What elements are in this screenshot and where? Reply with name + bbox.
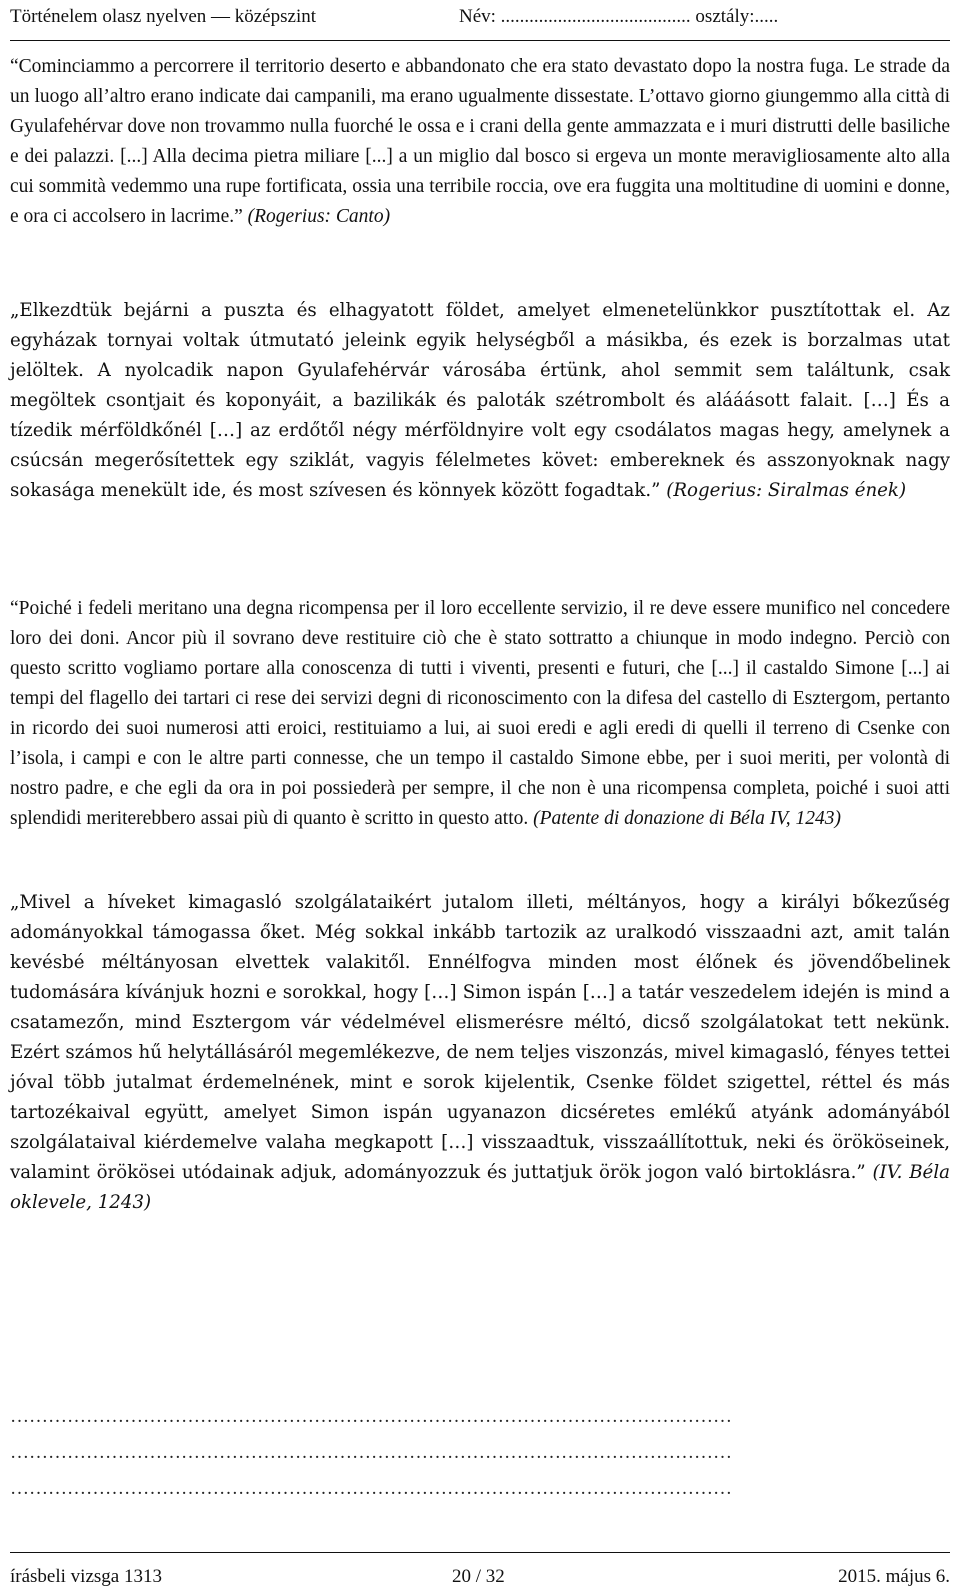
source-1-text: “Cominciammo a percorrere il territorio deserto e abbandonato che era stato devastato dopo la nostra fuga. Le strade da un luogo all’altro erano indicate dai campanili, ma erano ugualmente dissestate. L’ottavo giorno giungemmo alla città di Gyulafehérvar dove non trovammo nulla fuorché le ossa e i crani della gente ammazzata e i muri distrutti delle basiliche e dei palazzi. [...] Alla decima pietra miliare [...] a un miglio dal bosco si ergeva un monte meravigliosamente alto alla cui sommità vedemmo una rupe fortificata, ossia una terribile roccia, ove era fuggita una moltitudine di uomini e donne, e ora ci accolsero in lacrime.”	[10, 56, 950, 227]
page-number: 20 / 32	[452, 1566, 505, 1587]
source-2-citation: (Rogerius: Siralmas ének)	[666, 480, 907, 501]
source-3	[10, 594, 950, 834]
exam-subject-level: Történelem olasz nyelven — középszint	[10, 6, 317, 27]
source-3-citation: (Patente di donazione di Béla IV, 1243)	[533, 808, 841, 829]
header-rule	[10, 40, 950, 41]
source-2-text: „Elkezdtük bejárni a puszta és elhagyatott földet, amelyet elmenetelünkkor pusztítottak el. Az egyházak tornyai voltak útmutató jeleink egyik helységből a másikba, és ezek is borzalmas utat jelöltek. A nyolcadik napon Gyulafehérvár városába értünk, ahol semmit sem találtunk, csak megöltek csontjait és koponyáit, a bazilikák és paloták szétrombolt és alááásott falait. […] És a tízedik mérföldkőnél […] az erdőtől négy mérföldnyire volt egy csodálatos magas hegy, amelynek a csúcsán megerősítettek egy sziklát, vagyis félelmetes követ: embereknek és asszonyoknak nagy sokasága menekült ide, és most szívesen és könnyek között fogadtak.”	[10, 300, 950, 501]
source-1-citation: (Rogerius: Canto)	[247, 206, 391, 227]
exam-code: írásbeli vizsga 1313	[10, 1566, 162, 1587]
footer-rule	[10, 1552, 950, 1553]
source-4-citation: (IV. Béla oklevele, 1243)	[10, 1162, 950, 1213]
source-3-text: “Poiché i fedeli meritano una degna ricompensa per il loro eccellente servizio, il re deve essere munifico nel concedere loro dei doni. Ancor più il sovrano deve restituire ciò che è stato sottratto a chiunque in modo indegno. Perciò con questo scritto vogliamo portare alla conoscenza di tutti i viventi, presenti e futuri, che [...] il castaldo Simone [...] ai tempi del flagello dei tartari ci rese dei servizi degni di riconoscimento con la difesa del castello di Esztergom, pertanto in ricordo dei suoi numerosi atti eroici, restituiamo a lui, ai suoi eredi e agli eredi di quelli il terreno di Csenke con l’isola, i campi e con le altre parti connesse, che un tempo il castaldo Simone ebbe, per i suoi meriti, per volontà di nostro padre, e che egli da ora in poi possiederà per sempre, il che non è una ricompensa completa, poiché i suoi atti splendidi meriterebbero assai più di quanto è scritto in questo atto.	[10, 598, 950, 829]
name-class-field: Név: ........................................ osztály:.....	[459, 6, 779, 27]
exam-date: 2015. május 6.	[838, 1566, 950, 1587]
source-1	[10, 52, 950, 232]
answer-line-2[interactable]: ……………………………………………………………………………………………………	[10, 1442, 732, 1463]
answer-line-3[interactable]: ……………………………………………………………………………………………………	[10, 1478, 732, 1499]
answer-line-1[interactable]: ……………………………………………………………………………………………………	[10, 1406, 732, 1427]
source-4-text: „Mivel a híveket kimagasló szolgálataikért jutalom illeti, méltányos, hogy a királyi bőkezűség adományokkal támogassa őket. Még sokkal inkább tartozik az uralkodó visszaadni azt, amit talán kevésbé méltányosan elvettek valakitől. Ennélfogva minden most élőnek és jövendőbelinek tudomására kívánjuk hozni e sorokkal, hogy […] Simon ispán […] a tatár veszedelem idején is mind a csatamezőn, mind Esztergom vár védelmével elismerésre méltó, dicső szolgálatokat tett nekünk. Ezért számos hű helytállásáról megemlékezve, de nem teljes viszonzás, mivel kimagasló, fényes tettei jóval több jutalmat érdemelnének, mint e sorok kijelentik, Csenke földet szigettel, réttel és más tartozékaival együtt, amelyet Simon ispán ugyanazon dicséretes emlékű atyánk adományából szolgálataival kiérdemelve valaha megkapott […] visszaadtuk, visszaállítottuk, neki és örököseinek, valamint örökösei utódainak adjuk, adományozzuk és juttatjuk örök jogon való birtoklásra.”	[10, 892, 951, 1183]
source-4	[10, 888, 950, 1218]
page-header	[10, 2, 950, 32]
source-2	[10, 296, 950, 506]
